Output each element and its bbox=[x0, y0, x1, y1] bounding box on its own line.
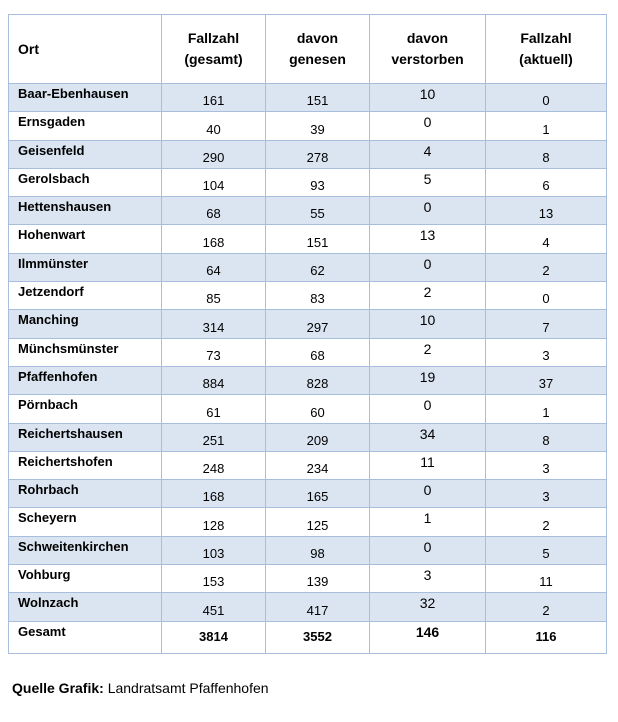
cell-fallzahl-gesamt: 68 bbox=[162, 197, 266, 225]
table-row bbox=[9, 536, 607, 564]
cell-davon-genesen: 151 bbox=[266, 225, 370, 253]
cell-fallzahl-aktuell: 6 bbox=[486, 168, 607, 196]
cell-davon-verstorben: 3 bbox=[370, 565, 486, 593]
cell-ort: Pörnbach bbox=[9, 395, 162, 423]
cell-fallzahl-aktuell: 11 bbox=[486, 565, 607, 593]
cell-davon-verstorben: 0 bbox=[370, 395, 486, 423]
case-table bbox=[8, 14, 607, 654]
cell-davon-genesen: 55 bbox=[266, 197, 370, 225]
cell-davon-genesen: 297 bbox=[266, 310, 370, 338]
cell-davon-genesen: 234 bbox=[266, 451, 370, 479]
cell-fallzahl-aktuell: 1 bbox=[486, 395, 607, 423]
cell-ort: Hohenwart bbox=[9, 225, 162, 253]
source-note bbox=[12, 680, 269, 696]
table-row bbox=[9, 395, 607, 423]
cell-fallzahl-gesamt: 251 bbox=[162, 423, 266, 451]
cell-davon-verstorben: 13 bbox=[370, 225, 486, 253]
cell-davon-verstorben: 0 bbox=[370, 197, 486, 225]
cell-ort: Ernsgaden bbox=[9, 112, 162, 140]
header-row bbox=[9, 15, 607, 84]
header-davon-genesen: davon genesen bbox=[266, 15, 370, 84]
cell-davon-genesen: 828 bbox=[266, 366, 370, 394]
table-row bbox=[9, 310, 607, 338]
cell-fallzahl-aktuell: 2 bbox=[486, 253, 607, 281]
cell-davon-genesen: 98 bbox=[266, 536, 370, 564]
cell-davon-genesen: 417 bbox=[266, 593, 370, 621]
table-row bbox=[9, 140, 607, 168]
cell-davon-verstorben: 10 bbox=[370, 310, 486, 338]
cell-ort: Gesamt bbox=[9, 621, 162, 653]
cell-davon-verstorben: 11 bbox=[370, 451, 486, 479]
cell-davon-genesen: 39 bbox=[266, 112, 370, 140]
cell-fallzahl-aktuell: 0 bbox=[486, 84, 607, 112]
cell-fallzahl-aktuell: 0 bbox=[486, 282, 607, 310]
cell-davon-verstorben: 0 bbox=[370, 253, 486, 281]
cell-fallzahl-gesamt: 85 bbox=[162, 282, 266, 310]
cell-ort: Baar-Ebenhausen bbox=[9, 84, 162, 112]
cell-fallzahl-gesamt: 884 bbox=[162, 366, 266, 394]
cell-davon-verstorben: 1 bbox=[370, 508, 486, 536]
cell-fallzahl-aktuell: 3 bbox=[486, 338, 607, 366]
header-davon-verstorben: davon verstorben bbox=[370, 15, 486, 84]
cell-ort: Rohrbach bbox=[9, 480, 162, 508]
cell-davon-genesen: 93 bbox=[266, 168, 370, 196]
cell-fallzahl-aktuell: 7 bbox=[486, 310, 607, 338]
cell-fallzahl-aktuell: 1 bbox=[486, 112, 607, 140]
cell-ort: Wolnzach bbox=[9, 593, 162, 621]
cell-fallzahl-gesamt: 451 bbox=[162, 593, 266, 621]
cell-ort: Pfaffenhofen bbox=[9, 366, 162, 394]
cell-davon-verstorben: 0 bbox=[370, 112, 486, 140]
cell-fallzahl-gesamt: 168 bbox=[162, 225, 266, 253]
cell-davon-genesen: 68 bbox=[266, 338, 370, 366]
cell-ort: Ilmmünster bbox=[9, 253, 162, 281]
table-row bbox=[9, 168, 607, 196]
cell-fallzahl-aktuell: 3 bbox=[486, 480, 607, 508]
cell-ort: Scheyern bbox=[9, 508, 162, 536]
table-row bbox=[9, 423, 607, 451]
cell-davon-genesen: 83 bbox=[266, 282, 370, 310]
cell-davon-genesen: 165 bbox=[266, 480, 370, 508]
table-row bbox=[9, 480, 607, 508]
cell-ort: Jetzendorf bbox=[9, 282, 162, 310]
cell-davon-verstorben: 0 bbox=[370, 480, 486, 508]
cell-fallzahl-aktuell: 3 bbox=[486, 451, 607, 479]
cell-davon-genesen: 62 bbox=[266, 253, 370, 281]
cell-davon-genesen: 60 bbox=[266, 395, 370, 423]
table-row bbox=[9, 593, 607, 621]
cell-fallzahl-aktuell: 2 bbox=[486, 593, 607, 621]
cell-fallzahl-aktuell: 2 bbox=[486, 508, 607, 536]
cell-davon-verstorben: 4 bbox=[370, 140, 486, 168]
cell-fallzahl-aktuell: 116 bbox=[486, 621, 607, 653]
cell-davon-verstorben: 146 bbox=[370, 621, 486, 653]
cell-ort: Geisenfeld bbox=[9, 140, 162, 168]
cell-davon-verstorben: 19 bbox=[370, 366, 486, 394]
cell-fallzahl-gesamt: 64 bbox=[162, 253, 266, 281]
table-row bbox=[9, 282, 607, 310]
header-ort: Ort bbox=[9, 15, 162, 84]
source-label: Quelle Grafik: bbox=[12, 680, 104, 696]
cell-davon-genesen: 139 bbox=[266, 565, 370, 593]
cell-davon-genesen: 125 bbox=[266, 508, 370, 536]
cell-fallzahl-gesamt: 153 bbox=[162, 565, 266, 593]
table-row bbox=[9, 565, 607, 593]
cell-davon-verstorben: 2 bbox=[370, 282, 486, 310]
cell-fallzahl-gesamt: 314 bbox=[162, 310, 266, 338]
cell-ort: Gerolsbach bbox=[9, 168, 162, 196]
cell-davon-verstorben: 32 bbox=[370, 593, 486, 621]
cell-davon-verstorben: 0 bbox=[370, 536, 486, 564]
cell-fallzahl-gesamt: 103 bbox=[162, 536, 266, 564]
table-row bbox=[9, 366, 607, 394]
header-fallzahl-aktuell: Fallzahl (aktuell) bbox=[486, 15, 607, 84]
cell-fallzahl-gesamt: 61 bbox=[162, 395, 266, 423]
cell-ort: Reichertshausen bbox=[9, 423, 162, 451]
cell-fallzahl-gesamt: 104 bbox=[162, 168, 266, 196]
total-row bbox=[9, 621, 607, 653]
cell-ort: Münchsmünster bbox=[9, 338, 162, 366]
cell-ort: Vohburg bbox=[9, 565, 162, 593]
table-row bbox=[9, 197, 607, 225]
cell-davon-verstorben: 2 bbox=[370, 338, 486, 366]
table-row bbox=[9, 508, 607, 536]
cell-fallzahl-gesamt: 161 bbox=[162, 84, 266, 112]
table-row bbox=[9, 84, 607, 112]
cell-ort: Manching bbox=[9, 310, 162, 338]
cell-davon-genesen: 151 bbox=[266, 84, 370, 112]
cell-fallzahl-aktuell: 4 bbox=[486, 225, 607, 253]
cell-fallzahl-aktuell: 13 bbox=[486, 197, 607, 225]
cell-ort: Reichertshofen bbox=[9, 451, 162, 479]
table-row bbox=[9, 112, 607, 140]
cell-davon-genesen: 3552 bbox=[266, 621, 370, 653]
cell-fallzahl-gesamt: 248 bbox=[162, 451, 266, 479]
cell-ort: Hettenshausen bbox=[9, 197, 162, 225]
cell-davon-genesen: 209 bbox=[266, 423, 370, 451]
cell-davon-verstorben: 5 bbox=[370, 168, 486, 196]
cell-fallzahl-aktuell: 37 bbox=[486, 366, 607, 394]
header-fallzahl-gesamt: Fallzahl (gesamt) bbox=[162, 15, 266, 84]
table-row bbox=[9, 338, 607, 366]
cell-fallzahl-gesamt: 3814 bbox=[162, 621, 266, 653]
cell-ort: Schweitenkirchen bbox=[9, 536, 162, 564]
cell-fallzahl-gesamt: 73 bbox=[162, 338, 266, 366]
source-text: Landratsamt Pfaffenhofen bbox=[107, 680, 269, 696]
cell-fallzahl-gesamt: 168 bbox=[162, 480, 266, 508]
cell-fallzahl-gesamt: 128 bbox=[162, 508, 266, 536]
cell-fallzahl-gesamt: 40 bbox=[162, 112, 266, 140]
cell-davon-verstorben: 10 bbox=[370, 84, 486, 112]
cell-davon-genesen: 278 bbox=[266, 140, 370, 168]
cell-fallzahl-aktuell: 8 bbox=[486, 423, 607, 451]
table-row bbox=[9, 451, 607, 479]
cell-davon-verstorben: 34 bbox=[370, 423, 486, 451]
table-row bbox=[9, 225, 607, 253]
table-row bbox=[9, 253, 607, 281]
cell-fallzahl-gesamt: 290 bbox=[162, 140, 266, 168]
cell-fallzahl-aktuell: 5 bbox=[486, 536, 607, 564]
cell-fallzahl-aktuell: 8 bbox=[486, 140, 607, 168]
